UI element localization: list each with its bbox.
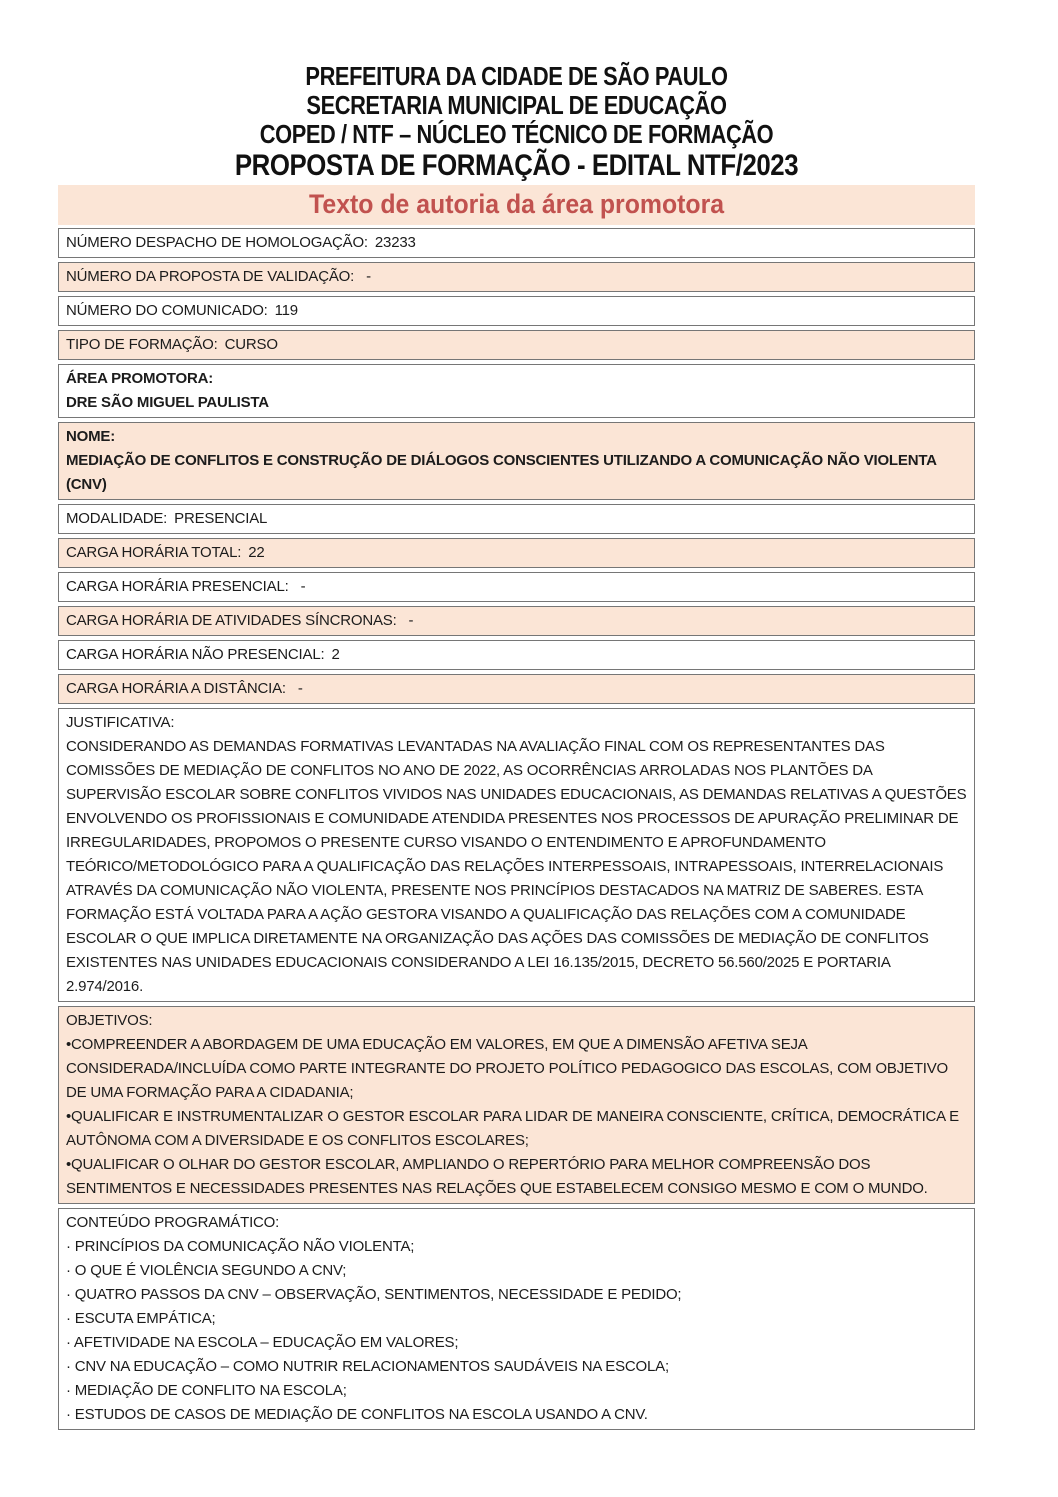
section-label-objetivos: OBJETIVOS: — [66, 1012, 153, 1029]
field-label: TIPO DE FORMAÇÃO: — [66, 336, 218, 353]
section-label-justificativa: JUSTIFICATIVA: — [66, 714, 175, 731]
proposal-table — [58, 228, 975, 1430]
field-value: PRESENCIAL — [174, 510, 268, 527]
row-justificativa — [58, 708, 975, 1002]
conteudo-item: · ESTUDOS DE CASOS DE MEDIAÇÃO DE CONFLITOS NA ESCOLA USANDO A CNV. — [66, 1406, 648, 1423]
field-label: NOME: — [66, 428, 115, 445]
header-line-prefeitura: PREFEITURA DA CIDADE DE SÃO PAULO — [305, 61, 728, 91]
field-label: MODALIDADE: — [66, 510, 168, 527]
row-tipo-formacao — [58, 330, 975, 360]
conteudo-item: · MEDIAÇÃO DE CONFLITO NA ESCOLA; — [66, 1382, 347, 1399]
conteudo-item: · ESCUTA EMPÁTICA; — [66, 1310, 216, 1327]
document-header — [58, 0, 975, 183]
header-line-proposta-edital: PROPOSTA DE FORMAÇÃO - EDITAL NTF/2023 — [234, 149, 799, 182]
field-label: CARGA HORÁRIA DE ATIVIDADES SÍNCRONAS: — [66, 612, 397, 629]
field-label: NÚMERO DA PROPOSTA DE VALIDAÇÃO: — [66, 268, 355, 285]
field-value: - — [366, 268, 371, 285]
row-carga-horaria-total — [58, 538, 975, 568]
row-area-promotora — [58, 364, 975, 418]
field-label: NÚMERO DO COMUNICADO: — [66, 302, 268, 319]
objetivo-item: •QUALIFICAR O OLHAR DO GESTOR ESCOLAR, AMPLIANDO O REPERTÓRIO PARA MELHOR COMPREENSÃO DOS SENTIMENTOS E NECESSIDADES PRESENTES NAS RELAÇÕES QUE ESTABELECEM CONSIGO MESMO E COM O MUNDO. — [66, 1156, 928, 1197]
row-carga-horaria-nao-presencial — [58, 640, 975, 670]
header-line-coped-ntf: COPED / NTF – NÚCLEO TÉCNICO DE FORMAÇÃO — [259, 119, 774, 149]
document-content — [58, 0, 975, 1434]
field-value: 2 — [331, 646, 340, 663]
field-value: 119 — [274, 302, 298, 319]
field-value: - — [300, 578, 306, 595]
field-value: 22 — [248, 544, 265, 561]
field-value: DRE SÃO MIGUEL PAULISTA — [66, 394, 269, 411]
row-objetivos — [58, 1006, 975, 1204]
field-label: CARGA HORÁRIA PRESENCIAL: — [66, 578, 289, 595]
objetivo-item: •QUALIFICAR E INSTRUMENTALIZAR O GESTOR ESCOLAR PARA LIDAR DE MANEIRA CONSCIENTE, CRÍTICA, DEMOCRÁTICA E AUTÔNOMA COM A DIVERSIDADE E OS CONFLITOS ESCOLARES; — [66, 1108, 959, 1149]
field-label: CARGA HORÁRIA NÃO PRESENCIAL: — [66, 646, 325, 663]
field-value: CURSO — [224, 336, 278, 353]
authorship-banner — [58, 185, 975, 225]
row-modalidade — [58, 504, 975, 534]
section-label-conteudo: CONTEÚDO PROGRAMÁTICO: — [66, 1214, 280, 1231]
conteudo-item: · PRINCÍPIOS DA COMUNICAÇÃO NÃO VIOLENTA; — [66, 1238, 415, 1255]
conteudo-item: · O QUE É VIOLÊNCIA SEGUNDO A CNV; — [66, 1262, 347, 1279]
field-label: ÁREA PROMOTORA: — [66, 370, 214, 387]
row-numero-proposta-validacao — [58, 262, 975, 292]
row-nome — [58, 422, 975, 500]
field-value: - — [297, 680, 303, 697]
justificativa-text: CONSIDERANDO AS DEMANDAS FORMATIVAS LEVANTADAS NA AVALIAÇÃO FINAL COM OS REPRESENTANTES DAS COMISSÕES DE MEDIAÇÃO DE CONFLITOS NO ANO DE 2022, AS OCORRÊNCIAS ARROLADAS NOS PLANTÕES DA SUPERVISÃO ESCOLAR SOBRE CONFLITOS VIVIDOS NAS UNIDADES EDUCACIONAIS, AS DEMANDAS RELATIVAS A QUESTÕES ENVOLVENDO OS PROFISSIONAIS E COMUNIDADE ATENDIDA PRESENTES NOS PROCESSOS DE APURAÇÃO PRELIMINAR DE IRREGULARIDADES, PROPOMOS O PRESENTE CURSO VISANDO O ENTENDIMENTO E APROFUNDAMENTO TEÓRICO/METODOLÓGICO PARA A QUALIFICAÇÃO DAS RELAÇÕES INTERPESSOAIS, INTRAPESSOAIS, INTERRELACIONAIS ATRAVÉS DA COMUNICAÇÃO NÃO VIOLENTA, PRESENTE NOS PRINCÍPIOS DESTACADOS NA MATRIZ DE SABERES. ESTA FORMAÇÃO ESTÁ VOLTADA PARA A AÇÃO GESTORA VISANDO A QUALIFICAÇÃO DAS RELAÇÕES COM A COMUNIDADE ESCOLAR O QUE IMPLICA DIRETAMENTE NA ORGANIZAÇÃO DAS AÇÕES DAS COMISSÕES DE MEDIAÇÃO DE CONFLITOS EXISTENTES NAS UNIDADES EDUCACIONAIS CONSIDERANDO A LEI 16.135/2015, DECRETO 56.560/2025 E PORTARIA 2.974/2016. — [66, 738, 967, 995]
conteudo-item: · AFETIVIDADE NA ESCOLA – EDUCAÇÃO EM VALORES; — [66, 1334, 459, 1351]
row-numero-comunicado — [58, 296, 975, 326]
conteudo-item: · QUATRO PASSOS DA CNV – OBSERVAÇÃO, SENTIMENTOS, NECESSIDADE E PEDIDO; — [66, 1286, 682, 1303]
row-carga-horaria-distancia — [58, 674, 975, 704]
row-numero-despacho-homologacao — [58, 228, 975, 258]
field-value: - — [408, 612, 414, 629]
field-value: MEDIAÇÃO DE CONFLITOS E CONSTRUÇÃO DE DIÁLOGOS CONSCIENTES UTILIZANDO A COMUNICAÇÃO NÃO VIOLENTA (CNV) — [66, 452, 937, 493]
row-carga-horaria-presencial — [58, 572, 975, 602]
field-label: CARGA HORÁRIA A DISTÂNCIA: — [66, 680, 286, 697]
authorship-banner-text: Texto de autoria da área promotora — [308, 189, 725, 219]
objetivo-item: •COMPREENDER A ABORDAGEM DE UMA EDUCAÇÃO EM VALORES, EM QUE A DIMENSÃO AFETIVA SEJA CONSIDERADA/INCLUÍDA COMO PARTE INTEGRANTE DO PROJETO POLÍTICO PEDAGOGICO DAS ESCOLAS, COM OBJETIVO DE UMA FORMAÇÃO PARA A CIDADANIA; — [66, 1036, 949, 1101]
row-conteudo-programatico — [58, 1208, 975, 1430]
field-value: 23233 — [374, 234, 416, 251]
field-label: CARGA HORÁRIA TOTAL: — [66, 544, 242, 561]
header-line-secretaria: SECRETARIA MUNICIPAL DE EDUCAÇÃO — [306, 90, 727, 120]
field-label: NÚMERO DESPACHO DE HOMOLOGAÇÃO: — [66, 234, 368, 251]
row-carga-horaria-sincronas — [58, 606, 975, 636]
conteudo-item: · CNV NA EDUCAÇÃO – COMO NUTRIR RELACIONAMENTOS SAUDÁVEIS NA ESCOLA; — [66, 1358, 669, 1375]
